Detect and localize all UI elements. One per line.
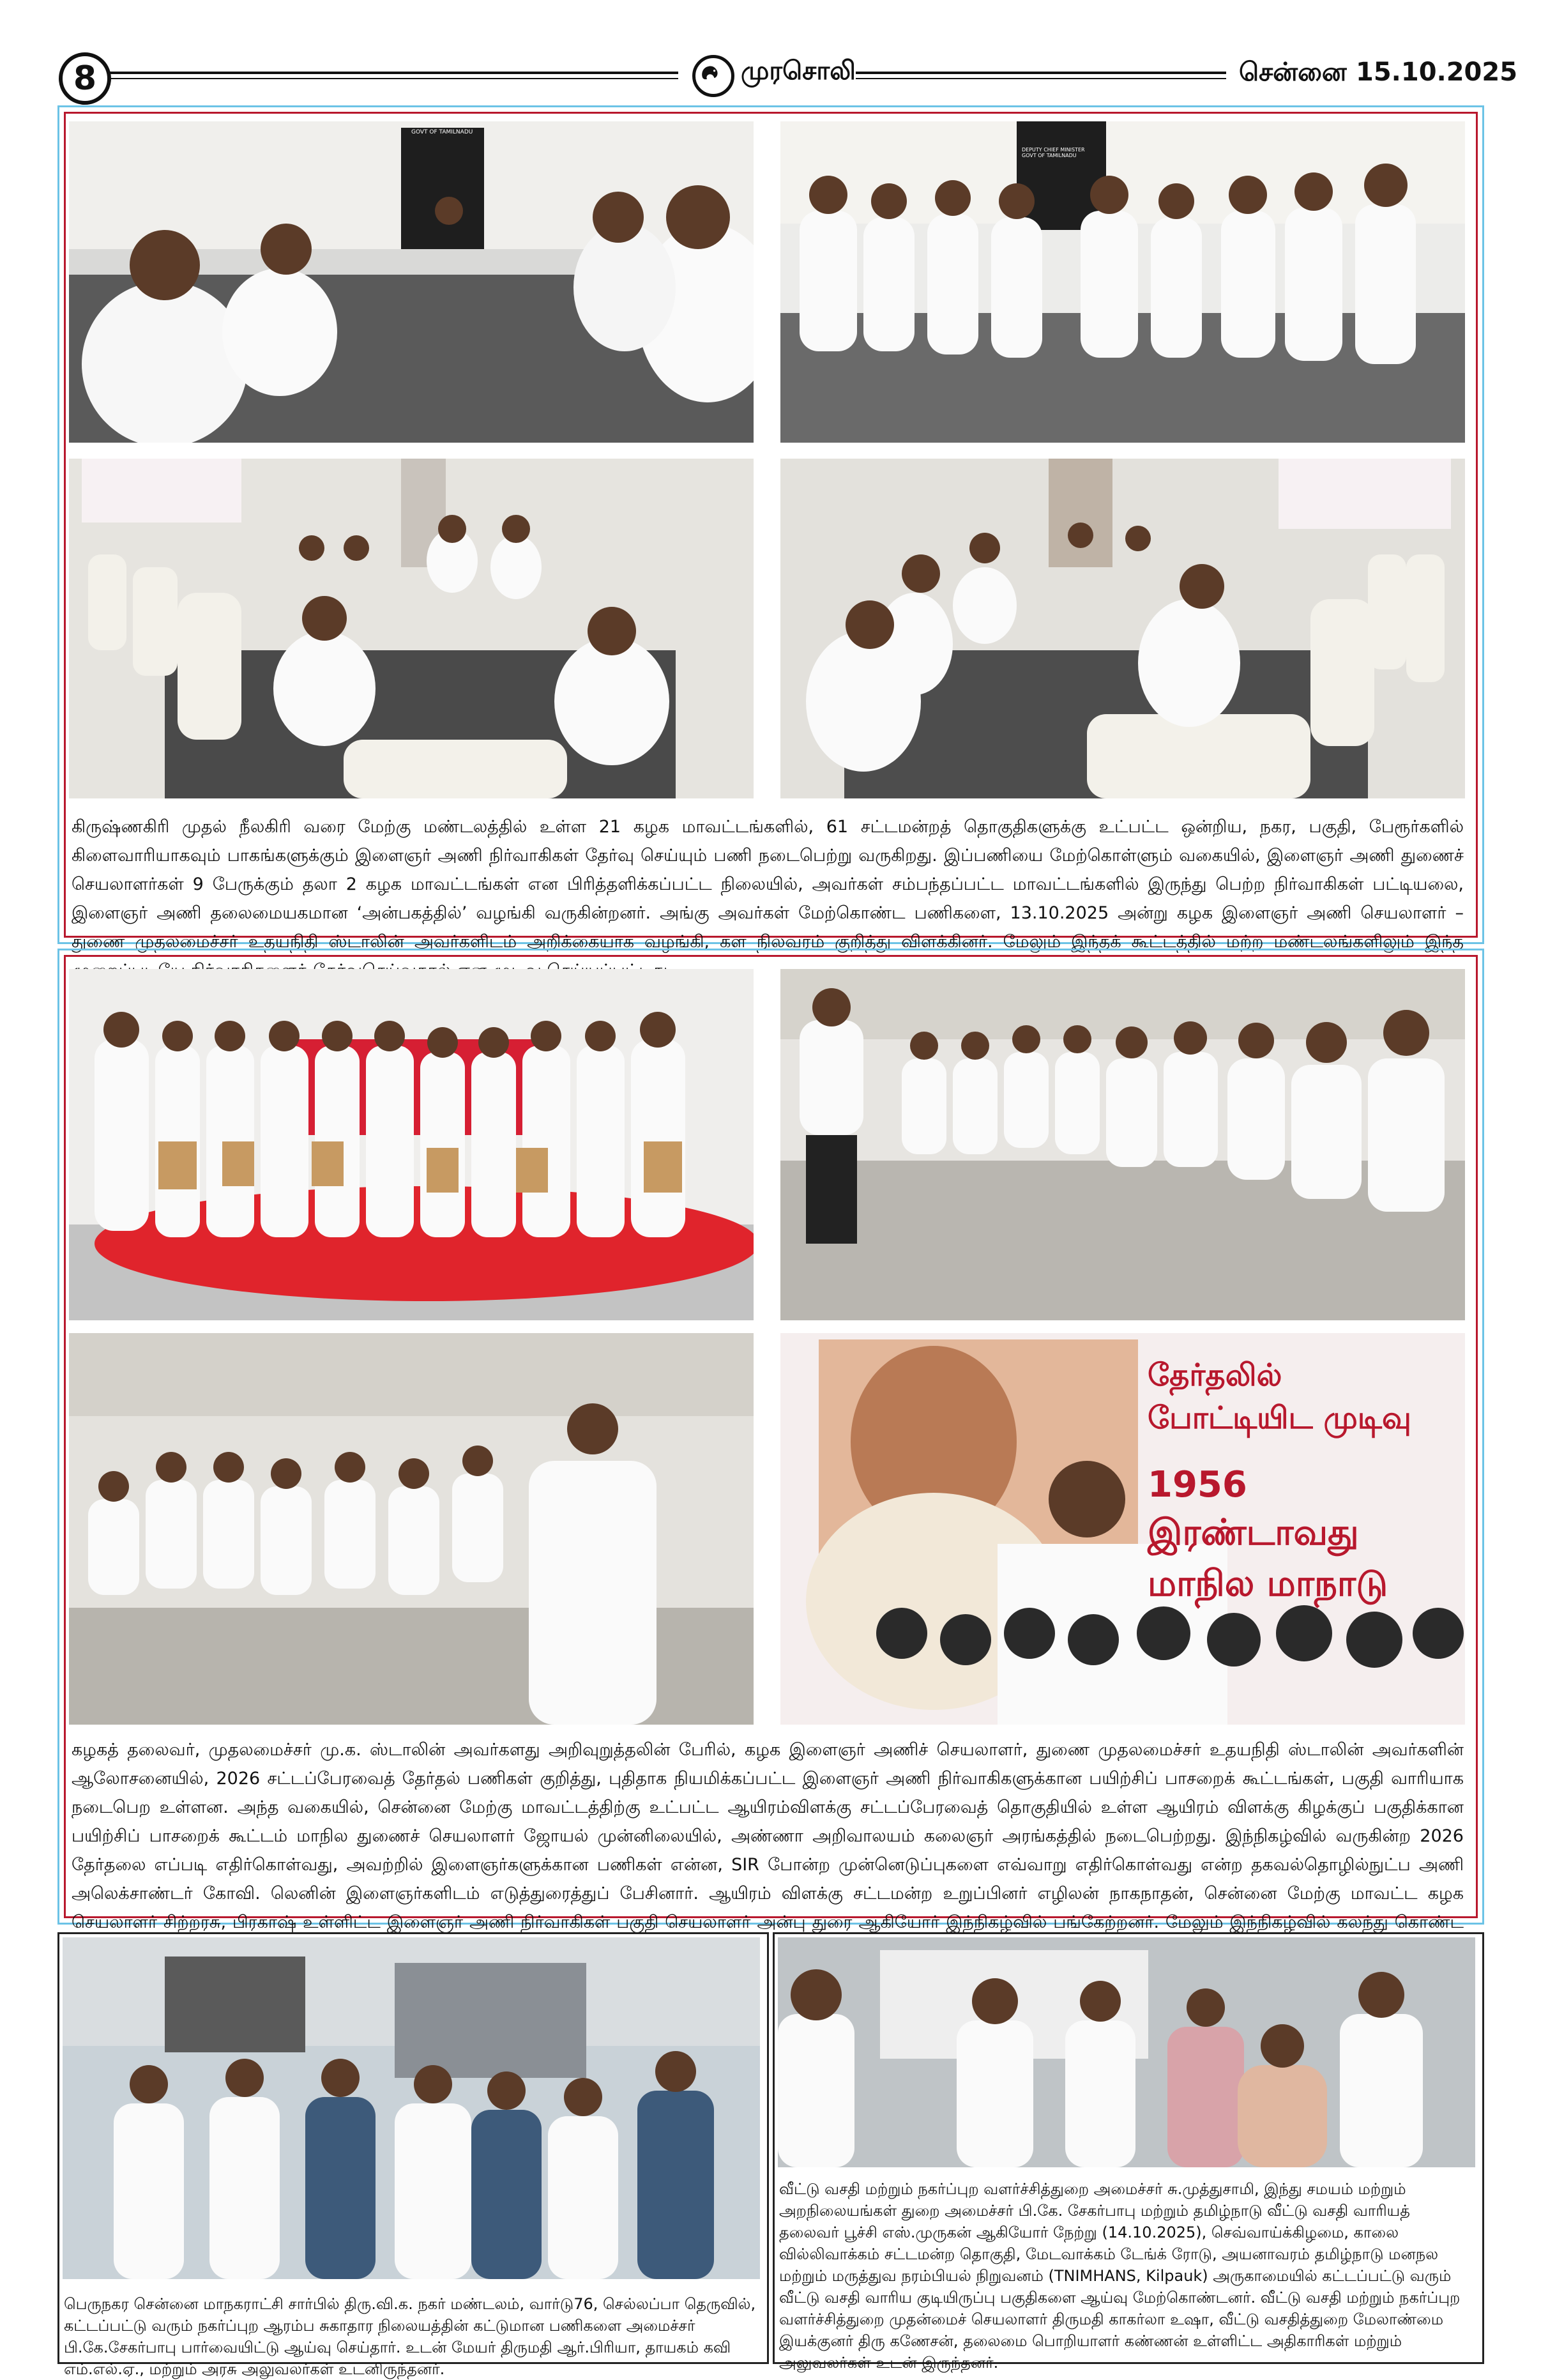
masthead-date: 15.10.2025 [1356,57,1518,87]
newspaper-name: முரசொலி [741,56,856,86]
photo-site-inspection-2 [778,1937,1475,2167]
photo-book-presentation [69,969,754,1320]
bottom-right-caption: வீட்டு வசதி மற்றும் நகர்ப்புற வளர்ச்சித்துறை அமைச்சர் சு.முத்துசாமி, இந்து சமயம் மற்றும் அறநிலையங்கள் துறை அமைச்சர் பி.கே. சேகர்பாபு மற்றும் தமிழ்நாடு வீட்டு வசதி வாரியத் தலைவர் பூச்சி எஸ்.முருகன் ஆகியோர் நேற்று (14.10.2025), செவ்வாய்க்கிழமை, காலை வில்லிவாக்கம் சட்டமன்ற தொகுதி, மேடவாக்கம் டேங்க் ரோடு, அயனாவரம் தமிழ்நாடு மனநல மற்றும் மருத்துவ நரம்பியல் நிறுவனம் (TNIMHANS, Kilpauk) அருகாமையில் கட்டப்பட்டு வரும் வீட்டு வசதி வாரிய குடியிருப்பு பகுதிகளை ஆய்வு மேற்கொண்டனர். வீட்டு வசதி மற்றும் நகர்ப்புற வளர்ச்சித்துறை முதன்மைச் செயலாளர் திருமதி காகர்லா உஷா, வீட்டு வசதித்துறை மேலாண்மை இயக்குனர் திரு கணேசன், தலைமை பொறியாளர் கண்ணன் உள்ளிட்ட அதிகாரிகள் மற்றும் அலுவலர்கள் உடன் இருந்தனர். [779,2180,1461,2372]
photo-meeting-hall-2 [780,459,1465,798]
photo-audience-speaker-2 [69,1333,754,1725]
photo-site-inspection-1 [63,1937,760,2279]
masthead-rule-mid [856,72,1226,74]
section2-caption: கழகத் தலைவர், முதலமைச்சர் மு.க. ஸ்டாலின் அவர்களது அறிவுறுத்தலின் பேரில், கழக இளைஞர் அணிச் செயலாளர், துணை முதலமைச்சர் உதயநிதி ஸ்டாலின் அவர்களின் ஆலோசனையில், 2026 சட்டப்பேரவைத் தேர்தல் பணிகள் குறித்து, புதிதாக நியமிக்கப்பட்ட இளைஞர் அணி நிர்வாகிகளுக்கான பயிற்சிப் பாசறைக் கூட்டங்கள், பகுதி வாரியாக நடைபெற உள்ளன. அந்த வகையில், சென்னை மேற்கு மாவட்டத்திற்கு உட்பட்ட ஆயிரம்விளக்கு சட்டப்பேரவைத் தொகுதியில் உள்ள ஆயிரம் விளக்கு கிழக்குப் பகுதிக்கான பயிற்சிப் பாசறைக் கூட்டம் மாநில துணைச் செயலாளர் ஜோயல் முன்னிலையில், அண்ணா அறிவாலயம் கலைஞர் அரங்கத்தில் நடைபெற்றது. இந்நிகழ்வில் வருகின்ற 2026 தேர்தலை எப்படி எதிர்கொள்வது, அவற்றில் இளைஞர்களுக்கான பணிகள் என்ன, SIR போன்ற முன்னெடுப்புகளை எவ்வாறு எதிர்கொள்வது என்ற தகவல்தொழில்நுட்ப அணி அலெக்சாண்டர் கோவி. லெனின் இளைஞர்களிடம் எடுத்துரைத்துப் பேசினார். ஆயிரம் விளக்கு சட்டமன்ற உறுப்பினர் எழிலன் நாகநாதன், சென்னை மேற்கு மாவட்ட கழக செயலாளர் சிற்றரசு, பிரகாஷ் உள்ளிட்ட இளைஞர் அணி நிர்வாகிகள் பகுதி செயலாளர் அன்பு துரை ஆகியோர் இந்நிகழ்வில் பங்கேற்றனர். மேலும் இந்நிகழ்வில் கலந்து கொண்ட [72,1740,1464,1932]
photo-group-standing-1 [780,121,1465,443]
photo-nameplate: GOVT OF TAMILNADU [411,129,473,135]
masthead-rule-mid-2 [856,78,1226,79]
masthead-city: சென்னை [1239,57,1347,87]
bottom-left-caption: பெருநகர சென்னை மாநகராட்சி சார்பில் திரு.வி.க. நகர் மண்டலம், வார்டு76, செல்லப்பா தெருவில், கட்டப்பட்டு வரும் நகர்ப்புற ஆரம்ப சுகாதார நிலையத்தின் கட்டுமான பணிகளை அமைச்சர் பி.கே.சேகர்பாபு பார்வையிட்டு ஆய்வு செய்தார். உடன் மேயர் திருமதி ஆர்.பிரியா, தாயகம் கவி எம்.எல்.ஏ., மற்றும் அரசு அலுவலர்கள் உடனிருந்தனர். [64,2295,756,2378]
poster-line-2: போட்டியிட முடிவு [1148,1400,1411,1436]
section1-caption: கிருஷ்ணகிரி முதல் நீலகிரி வரை மேற்கு மண்டலத்தில் உள்ள 21 கழக மாவட்டங்களில், 61 சட்டமன்றத் தொகுதிகளுக்கு உட்பட்ட ஒன்றிய, நகர, பகுதி, பேரூர்களில் கிளைவாரியாகவும் பாகங்களுக்கும் இளைஞர் அணி நிர்வாகிகள் தேர்வு செய்யும் பணி நடைபெற்று வருகிறது. இப்பணியை மேற்கொள்ளும் வகையில், இளைஞர் அணி துணைச் செயலாளர்கள் 9 பேருக்கும் தலா 2 கழக மாவட்டங்கள் என பிரித்தளிக்கப்பட்ட நிலையில், அவர்கள் சம்பந்தப்பட்ட மாவட்டங்களில் இருந்து பெற்ற நிர்வாகிகள் பட்டியலை, இளைஞர் அணி தலைமையகமான ‘அன்பகத்தில்’ வழங்கி வருகின்றனர். அங்கு அவர்கள் மேற்கொண்ட பணிகளை, 13.10.2025 அன்று கழக இளைஞர் அணி செயலாளர் – துணை முதலமைச்சர் உதயநிதி ஸ்டாலின் அவர்களிடம் அறிக்கையாக வழங்கி, கள நிலவரம் குறித்து விளக்கினர். மேலும் இந்தக் கூட்டத்தில் மற்ற மண்டலங்களிலும் இந்த [72,817,1464,952]
photo-audience-speaker-1 [780,969,1465,1320]
page-number: 8 [59,52,111,105]
photo-meeting-hall-1 [69,459,754,798]
poster-line-5: மாநில மாநாடு [1148,1563,1388,1605]
poster-line-3: 1956 [1148,1464,1247,1506]
poster-line-4: இரண்டாவது [1148,1512,1359,1553]
photo-meeting-table-1 [69,121,754,443]
photo-speaker-poster [780,1333,1465,1725]
masthead-rule-left [110,72,678,74]
poster-line-1: தேர்தலில் [1148,1357,1282,1393]
masthead-rule-left-2 [110,78,678,79]
newspaper-logo-icon [692,55,734,97]
photo-nameplate: DEPUTY CHIEF MINISTER GOVT OF TAMILNADU [1022,147,1085,158]
